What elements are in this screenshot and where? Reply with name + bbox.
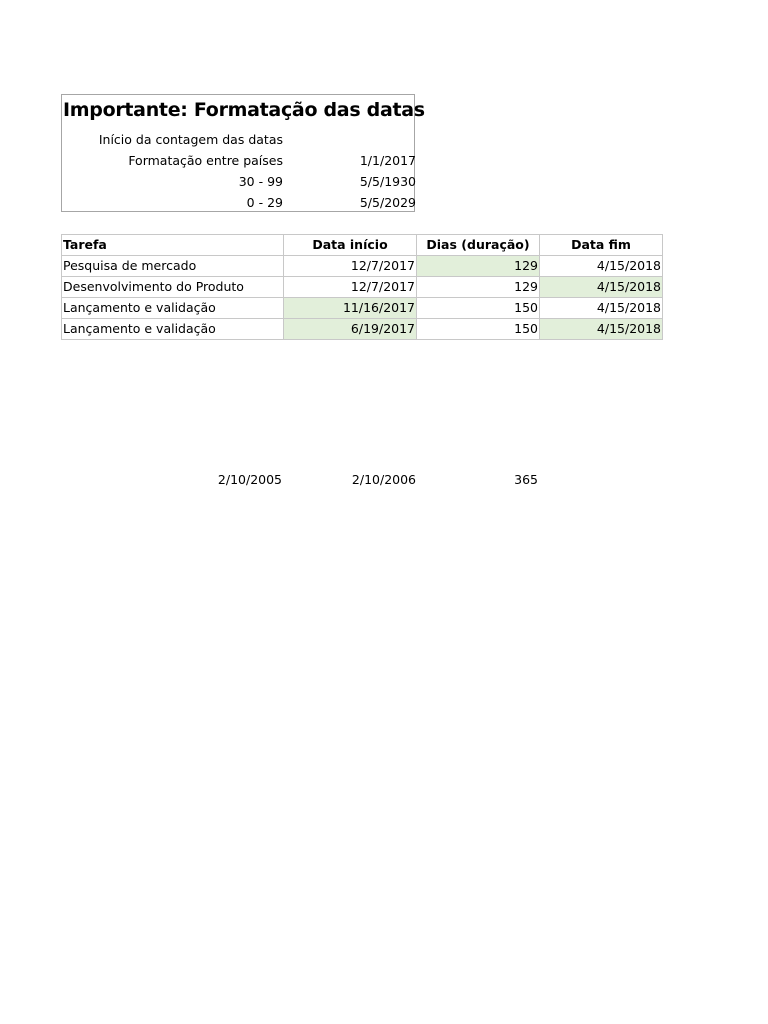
info-label[interactable]: 30 - 99 [238,174,283,189]
info-value[interactable]: 1/1/2017 [359,153,416,168]
info-value[interactable]: 5/5/1930 [359,174,416,189]
task-cell[interactable]: Desenvolvimento do Produto [62,277,284,298]
info-row-count-start [62,129,416,150]
loose-date-a[interactable]: 2/10/2005 [217,472,282,487]
header-start-date[interactable]: Data início [284,235,417,256]
info-row-0-29 [62,192,416,213]
table-row [62,277,663,298]
loose-days[interactable]: 365 [514,472,538,487]
start-date-cell[interactable]: 11/16/2017 [284,298,417,319]
info-label[interactable]: 0 - 29 [246,195,283,210]
start-date-cell[interactable]: 12/7/2017 [284,277,417,298]
header-duration[interactable]: Dias (duração) [417,235,540,256]
end-date-cell[interactable]: 4/15/2018 [540,277,663,298]
duration-cell[interactable]: 150 [417,319,540,340]
info-value[interactable]: 5/5/2029 [359,195,416,210]
start-date-cell[interactable]: 6/19/2017 [284,319,417,340]
task-cell[interactable]: Lançamento e validação [62,319,284,340]
end-date-cell[interactable]: 4/15/2018 [540,298,663,319]
duration-cell[interactable]: 129 [417,256,540,277]
table-header-row [62,235,663,256]
info-row-country-format [62,150,416,171]
info-label[interactable]: Formatação entre países [128,153,283,168]
end-date-cell[interactable]: 4/15/2018 [540,256,663,277]
table-row [62,256,663,277]
table-row [62,319,663,340]
info-title[interactable]: Importante: Formatação das datas [63,99,425,121]
task-table [61,234,663,340]
date-format-info-box [61,94,425,212]
task-cell[interactable]: Pesquisa de mercado [62,256,284,277]
info-label[interactable]: Início da contagem das datas [98,132,283,147]
duration-cell[interactable]: 129 [417,277,540,298]
table-row [62,298,663,319]
header-task[interactable]: Tarefa [62,235,284,256]
loose-date-b[interactable]: 2/10/2006 [351,472,416,487]
info-row-30-99 [62,171,416,192]
task-cell[interactable]: Lançamento e validação [62,298,284,319]
duration-cell[interactable]: 150 [417,298,540,319]
header-end-date[interactable]: Data fim [540,235,663,256]
start-date-cell[interactable]: 12/7/2017 [284,256,417,277]
end-date-cell[interactable]: 4/15/2018 [540,319,663,340]
